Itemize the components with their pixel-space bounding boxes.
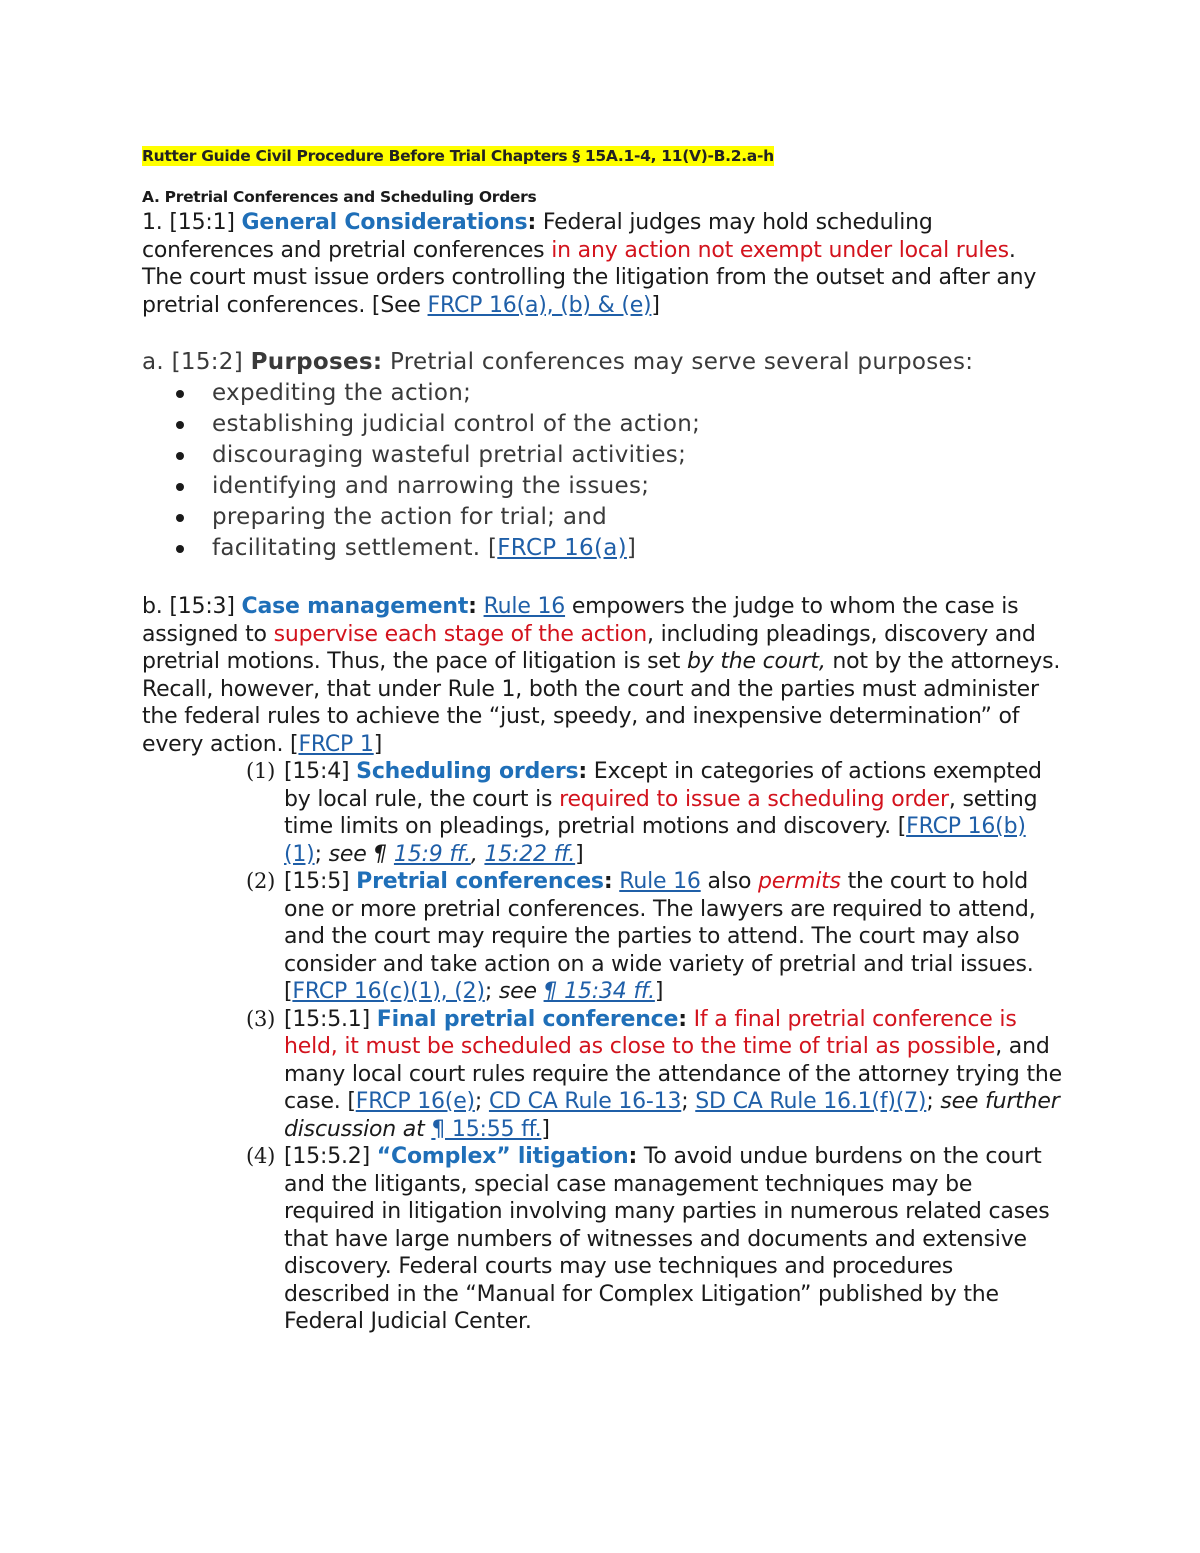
paragraph-ref: [15:4]	[284, 759, 357, 784]
paragraph-general-considerations	[142, 209, 1062, 319]
see-text: see	[498, 979, 544, 1004]
see-text: see further discussion at	[284, 1089, 1060, 1142]
paragraph-ref: [15:5.1]	[284, 1006, 377, 1032]
heading-case-management: Case management	[241, 594, 469, 619]
list-item	[172, 440, 1062, 471]
colon: :	[603, 869, 613, 894]
emphasis-red: in any action not exempt under local rules	[551, 237, 1009, 263]
bullet-icon	[176, 514, 184, 522]
link-cd-ca-rule[interactable]: CD CA Rule 16-13	[488, 1089, 682, 1114]
link-frcp-16-c[interactable]: FRCP 16(c)(1), (2)	[292, 979, 485, 1004]
text: ;	[681, 1089, 696, 1114]
see-text: see ¶	[328, 841, 394, 867]
heading-purposes: Purposes:	[250, 349, 383, 375]
text: ;	[314, 841, 329, 867]
colon: :	[678, 1006, 687, 1032]
text: To avoid undue burdens on the court and the litigants, special case management techniques may be required in litigation involving many parties in numerous related cases that have large numbers of witnesses and documents and extensive discovery. Federal courts may use techniques and procedures described in the “Manual for Complex Litigation” published by the Federal Judicial Center.	[284, 1144, 1050, 1334]
text: ]	[626, 535, 637, 561]
text: ;	[926, 1089, 941, 1114]
link-15-9[interactable]: 15:9 ff.	[393, 841, 471, 867]
link-frcp-16-e[interactable]: FRCP 16(e)	[355, 1089, 475, 1114]
text: , setting time limits on pleadings, pretrial motions and discovery. [	[284, 786, 1038, 839]
bullet-text: facilitating settlement. [	[212, 535, 498, 561]
bullet-text: discouraging wasteful pretrial activities;	[212, 442, 687, 468]
colon: :	[527, 210, 537, 235]
link-15-55[interactable]: ¶ 15:55 ff.	[431, 1116, 542, 1142]
text: Pretrial conferences may serve several purposes:	[382, 349, 974, 375]
list-item	[172, 502, 1062, 533]
link-frcp-16-a[interactable]: FRCP 16(a)	[497, 535, 627, 561]
link-rule-16[interactable]: Rule 16	[619, 869, 701, 894]
link-sd-ca-rule[interactable]: SD CA Rule 16.1(f)(7)	[695, 1089, 927, 1114]
heading-general-considerations: General Considerations	[241, 210, 528, 235]
link-15-22[interactable]: 15:22 ff.	[484, 841, 576, 867]
emphasis-red: If a final pretrial conference is held, it must be scheduled as close to the time of trial as possible	[284, 1006, 1017, 1059]
text: ;	[484, 979, 499, 1004]
section-heading: A. Pretrial Conferences and Scheduling Orders	[142, 188, 537, 206]
item-number: (2)	[246, 869, 276, 893]
text: . The court must issue orders controlling the litigation from the outset and after any pretrial conferences. [See	[142, 237, 1037, 318]
colon: :	[578, 759, 587, 784]
text: ;	[474, 1089, 489, 1114]
text	[477, 594, 484, 619]
text: ]	[541, 1116, 550, 1142]
link-frcp-16-b-1[interactable]: FRCP 16(b)(1)	[284, 814, 1026, 867]
bullet-text: expediting the action;	[212, 380, 472, 406]
bullet-icon	[176, 421, 184, 429]
paragraph-ref: [15:5.2]	[284, 1144, 377, 1169]
list-item	[172, 378, 1062, 409]
link-15-34[interactable]: ¶ 15:34 ff.	[543, 979, 655, 1004]
document-body	[142, 146, 1062, 1336]
paragraph-purposes	[142, 347, 1062, 378]
link-rule-16[interactable]: Rule 16	[483, 594, 566, 619]
text: , and many local court rules require the attendance of the attorney trying the case. [	[284, 1034, 1062, 1114]
bullet-icon	[176, 483, 184, 491]
text: ]	[575, 841, 584, 867]
item-number: (3)	[246, 1006, 276, 1031]
bullet-text: preparing the action for trial; and	[212, 504, 608, 530]
list-item-scheduling-orders	[246, 758, 1062, 868]
purposes-list	[142, 378, 1062, 564]
text: the court to hold one or more pretrial conferences. The lawyers are required to attend, and the court may require the parties to attend. The court may also consider and take action on a wide variety of pretrial and trial issues. [	[284, 869, 1036, 1004]
title-line	[142, 146, 1062, 182]
list-item-final-pretrial-conference	[246, 1006, 1062, 1144]
text: ,	[470, 841, 485, 867]
heading-pretrial-conferences: Pretrial conferences	[356, 869, 604, 894]
text: not by the attorneys. Recall, however, that under Rule 1, both the court and the parties must administer the federal rules to achieve the “just, speedy, and inexpensive determination” of every action. [	[142, 649, 1061, 757]
bullet-text: establishing judicial control of the action;	[212, 411, 701, 437]
emphasis-red: supervise each stage of the action	[273, 621, 648, 647]
heading-final-pretrial-conference: Final pretrial conference	[376, 1006, 679, 1032]
text: ]	[651, 292, 660, 318]
heading-scheduling-orders: Scheduling orders	[356, 759, 579, 784]
list-item	[172, 533, 1062, 564]
paragraph-ref: [15:5]	[284, 869, 357, 894]
emphasis-italic: by the court,	[686, 649, 826, 674]
item-number: (1)	[246, 759, 276, 783]
list-item-pretrial-conferences	[246, 868, 1062, 1006]
text: Except in categories of actions exempted by local rule, the court is	[284, 759, 1042, 812]
bullet-icon	[176, 545, 184, 553]
text: , including pleadings, discovery and pretrial motions. Thus, the pace of litigation is set	[142, 621, 1036, 674]
case-management-list	[142, 758, 1062, 1336]
colon: :	[468, 594, 477, 619]
link-frcp-1[interactable]: FRCP 1	[298, 731, 374, 757]
document-title: Rutter Guide Civil Procedure Before Trial Chapters § 15A.1-4, 11(V)-B.2.a-h	[142, 147, 774, 165]
list-item	[172, 409, 1062, 440]
link-frcp-16-a-b-e[interactable]: FRCP 16(a), (b) & (e)	[427, 292, 652, 318]
bullet-icon	[176, 390, 184, 398]
bullet-text: identifying and narrowing the issues;	[212, 473, 650, 499]
emphasis-red: permits	[758, 869, 841, 894]
item-number: (4)	[246, 1144, 276, 1168]
list-item	[172, 471, 1062, 502]
paragraph-number: 1. [15:1]	[142, 210, 242, 235]
colon: :	[628, 1144, 638, 1169]
emphasis-red: required to issue a scheduling order	[559, 786, 949, 812]
paragraph-number: a. [15:2]	[142, 349, 251, 375]
text: ]	[654, 979, 664, 1004]
text: Federal judges may hold scheduling conferences and pretrial conferences	[142, 210, 933, 263]
bullet-icon	[176, 452, 184, 460]
text: also	[700, 869, 759, 894]
heading-complex-litigation: “Complex” litigation	[376, 1144, 629, 1169]
list-item-complex-litigation	[246, 1143, 1062, 1336]
paragraph-case-management	[142, 593, 1062, 758]
text: empowers the judge to whom the case is assigned to	[142, 594, 1019, 647]
text: ]	[373, 731, 383, 757]
paragraph-number: b. [15:3]	[142, 594, 242, 619]
